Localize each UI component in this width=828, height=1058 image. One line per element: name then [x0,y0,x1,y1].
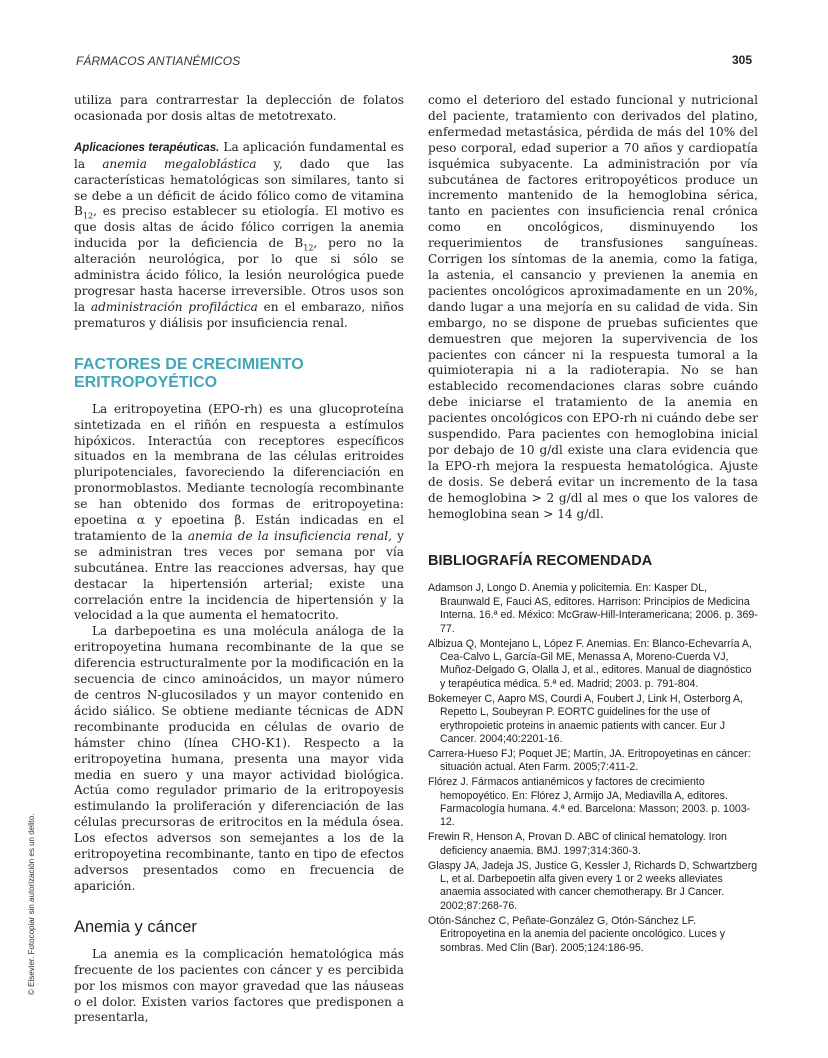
reference-item: Albizua Q, Montejano L, López F. Anemias. En: Blanco-Echevarría A, Cea-Calvo L, García-Gil ME, Menassa A, Moreno-Cuerda VJ, Muñoz-Delgado G, Olalla J, et al., editores. Manual de diagnóstico y terapéutica médica. 5.ª ed. Madrid; 2003. p. 791-804. [428,637,752,690]
reference-list [428,582,758,954]
copyright-notice: © Elsevier. Fotocopiar sin autorización es un delito. [27,813,36,995]
left-column [74,93,404,1026]
aplic-text: , es preciso establecer su etiología. El motivo es que dosis altas de ácido fólico corrigen la anemia inducida por la deficiencia de B [74,204,404,251]
subsection-title: Anemia y cáncer [74,917,197,936]
reference-item: Adamson J, Longo D. Anemia y policitemia. En: Kasper DL, Braunwald E, Fauci AS, editores. Harrison: Principios de Medicina Interna. 16.ª ed. México: McGraw-Hill-Interamericana; 2006. p. 369-77. [428,582,758,635]
reference-item: Flórez J. Fármacos antianémicos y factores de crecimiento hemopoyético. En: Flórez J, Armijo JA, Mediavilla A, editores. Farmacología humana. 4.ª ed. Barcelona: Masson; 2003. p. 1003-12. [428,776,751,829]
reference-item: Bokemeyer C, Aapro MS, Courdi A, Foubert J, Link H, Osterborg A, Repetto L, Soubeyran P. EORTC guidelines for the use of erythropoietic proteins in anaemic patients with cancer. Eur J Cancer. 2004;40:2201-16. [428,692,744,745]
aplic-text: en el embarazo, niños prematuros y diálisis por insuficiencia renal. [74,299,404,330]
bibliography-title: BIBLIOGRAFÍA RECOMENDADA [428,553,653,570]
aplic-italic-term: anemia megaloblástica [102,156,257,171]
aplic-text: y, dado que las características hematológicas son similares, tanto si se debe a un déficit de ácido fólico como de vitamina B [74,156,404,219]
section-title-line-2: ERITROPOYÉTICO [74,373,218,391]
subscript: 12 [303,243,314,253]
epo-italic-term: anemia de la insuficiencia renal, [187,528,392,543]
aplicaciones-paragraph [74,140,404,332]
aplicaciones-label: Aplicaciones terapéuticas. [74,141,220,154]
aplic-text: La aplicación fundamental es la [74,139,404,171]
section-title-line-1: FACTORES DE CRECIMIENTO [74,355,304,373]
page-number: 305 [731,53,752,67]
reference-item: Carrera-Hueso FJ; Poquet JE; Martín, JA. Eritropoyetinas en cáncer: situación actual. Aten Farm. 2005;7:411-2. [428,747,751,774]
reference-item: Frewin R, Henson A, Provan D. ABC of clinical hematology. Iron deficiency anaemia. BMJ. 1997;314:360-3. [428,831,727,857]
section-heading [74,356,404,392]
aplic-italic-term: administración profiláctica [90,299,258,314]
aplic-text: , pero no la alteración neurológica, por lo que si sólo se administra ácido fólico, la lesión neurológica puede progresar hasta hacerse irreversible. Otros usos son la [74,236,404,314]
epo-text: y se administran tres veces por semana por vía subcutánea. Entre las reacciones adversas, hay que destacar la hipertensión arterial; existe una correlación entre la incidencia de hipertensión y la velocidad a la que aumenta el hematocrito. [74,528,404,623]
epo-text: La eritropoyetina (EPO-rh) es una glucoproteína sintetizada en el riñón en respuesta a estímulos hipóxicos. Interactúa con receptores específicos situados en la membrana de las células eritroides pluripotenciales, favoreciendo la diferenciación en pronormoblastos. Mediante tecnología recombinante se han obtenido dos formas de eritropoyetina: epoetina α y epoetina β. Están indicadas en el tratamiento de la [74,401,404,543]
running-title: FÁRMACOS ANTIANÉMICOS [76,54,241,68]
epo-paragraph [74,402,404,625]
cancer-paragraph: La anemia es la complicación hematológica más frecuente de los pacientes con cáncer y es percibida por los mismos con mayor gravedad que las náuseas o el dolor. Existen varios factores que predisponen a presentarla, [74,946,404,1025]
subscript: 12 [82,211,94,221]
right-column [428,93,758,956]
darbepoetina-paragraph: La darbepoetina es una molécula análoga de la eritropoyetina humana recombinante de la que se diferencia estructuralmente por la modificación en la secuencia de cinco aminoácidos, un mayor número de centros N-glucosilados y un mayor contenido en ácido siálico. Se obtiene mediante técnicas de ADN recombinante producida en células de ovario de hámster chino (línea CHO-K1). Respecto a la eritropoyetina humana, presenta una mayor vida media en suero y una mayor actividad biológica. Actúa como regulador primario de la eritropoyesis estimulando la proliferación y diferenciación de las células precursoras de eritrocitos en la médula ósea. Los efectos adversos son semejantes a los de la eritropoyetina recombinante, tanto en tipo de efectos adversos presentados como en frecuencia de aparición. [74,624,404,893]
continued-paragraph: como el deterioro del estado funcional y nutricional del paciente, tratamiento con derivados del platino, enfermedad metastásica, pérdida de más del 10% del peso corporal, edad superior a 70 años y cardiopatía isquémica subyacente. La administración por vía subcutánea de factores eritropoyéticos produce un incremento mantenido de la hemoglobina sérica, tanto en pacientes con insuficiencia renal crónica como en oncológicos, disminuyendo los requerimientos de transfusiones sanguíneas. Corrigen los síntomas de la anemia, como la fatiga, la astenia, el cansancio y previenen la anemia en pacientes oncológicos aproximadamente en un 20%, dando lugar a una mejoría en su calidad de vida. Sin embargo, no se dispone de pruebas suficientes que demuestren que mejoren la supervivencia de los pacientes con cáncer ni la respuesta tumoral a la quimioterapia ni a la radioterapia. No se han establecido recomendaciones claras sobre cuándo debe iniciarse el tratamiento de la anemia en pacientes oncológicos con EPO-rh ni cuándo debe ser suspendido. Para pacientes con hemoglobina inicial por debajo de 10 g/dl existe una clara evidencia que la EPO-rh mejora la respuesta hematológica. Ajuste de dosis. Se deberá evitar un incremento de la tasa de hemoglobina > 2 g/dl al mes o que los valores de hemoglobina sean > 14 g/dl. [428,93,758,521]
reference-item: Glaspy JA, Jadeja JS, Justice G, Kessler J, Richards D, Schwartzberg L, et al. Darbepoetin alfa given every 1 or 2 weeks alleviates anaemia associated with cancer chemotherapy. Br J Cancer. 2002;87:268-76. [428,859,758,912]
reference-item: Otón-Sánchez C, Peñate-González G, Otón-Sánchez LF. Eritropoyetina en la anemia del paciente oncológico. Luces y sombras. Med Clin (Bar). 2005;124:186-95. [428,914,726,954]
intro-paragraph: utiliza para contrarrestar la deplección de folatos ocasionada por dosis altas de metotrexato. [74,93,404,123]
